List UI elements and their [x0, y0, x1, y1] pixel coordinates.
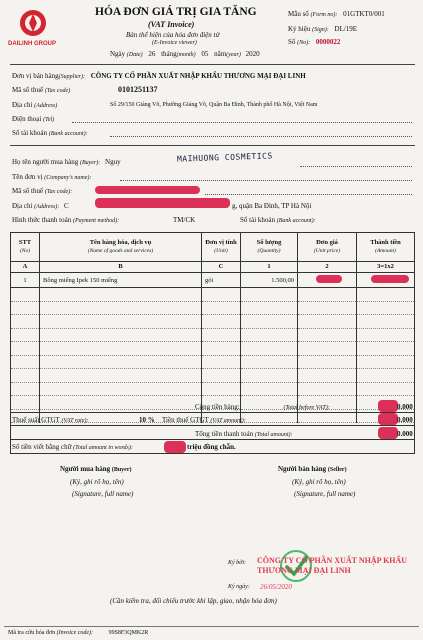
- seller-phone-row: Điện thoại (Tel): [12, 115, 55, 123]
- header-divider: [10, 64, 415, 65]
- buyer-unit-row: Tên đơn vị (Company's name):: [12, 173, 92, 181]
- invoice-title: HÓA ĐƠN GIÁ TRỊ GIA TĂNG: [95, 6, 257, 18]
- redacted-buyer-address: [95, 198, 230, 208]
- signed-date: 26/05/2020: [260, 583, 292, 591]
- seller-tax-value: 0101251137: [118, 85, 158, 94]
- redacted-words: [164, 441, 186, 453]
- subtotal-row: Cộng tiền hàng: (Total before VAT):: [195, 403, 330, 411]
- company-logo: [8, 8, 58, 50]
- vat-rate-value: 10 %: [139, 416, 155, 424]
- signed-by-company: CÔNG TY CỔ PHẦN XUẤT NHẬP KHẨU THƯƠNG MẠI ĐẠI LINH: [257, 556, 408, 575]
- vat-amount-row: Tiền thuế GTGT (VAT amount):: [162, 416, 246, 424]
- table-row: [11, 355, 415, 369]
- table-row: [11, 342, 415, 356]
- redacted-price: [316, 275, 342, 283]
- table-row: [11, 382, 415, 396]
- header-price: Đơn giá (Unit price): [298, 233, 357, 262]
- table-row: [11, 328, 415, 342]
- invoice-sign: Ký hiệu (Sign): DL/19E: [288, 25, 358, 33]
- lookup-row: Mã tra cứu hóa đơn (Invoice code): 99S8F3QMK2R: [8, 630, 149, 636]
- seller-name-row: Đơn vị bán hàng(Supplier): CÔNG TY CỔ PHẦN XUẤT NHẬP KHẨU THƯƠNG MẠI ĐẠI LINH: [12, 72, 306, 80]
- totals-divider-2: [10, 425, 415, 426]
- totals-left-border: [10, 398, 11, 453]
- vat-tail: 0.000: [397, 416, 413, 424]
- invoice-desc: Bản thể hiện của hóa đơn điện tử: [126, 31, 220, 39]
- items-table: [10, 232, 415, 423]
- seller-tax-row: Mã số thuế (Tax code): [12, 86, 71, 94]
- words-tail: triệu đồng chẵn.: [187, 443, 236, 451]
- buyer-payment-value: TM/CK: [173, 216, 196, 224]
- buyer-payment-row: Hình thức thanh toán (Payment method):: [12, 216, 120, 224]
- invoice-date: Ngày (Date) 26 tháng(month) 05 năm(year) 2020: [110, 50, 260, 58]
- table-row: 1 Bông miếng Ipek 150 miếng gói 1.500,00: [11, 273, 415, 288]
- signed-date-label: Ký ngày:: [228, 584, 250, 590]
- totals-right-border: [414, 398, 415, 453]
- totals-divider-3: [10, 439, 415, 440]
- seller-signature-title: Người bán hàng (Seller): [278, 465, 347, 473]
- redacted-amount-cell: [357, 273, 415, 288]
- seller-address-row: Địa chỉ (Address): [12, 101, 58, 109]
- seller-sign-note: (Ký, ghi rõ họ, tên): [292, 478, 346, 486]
- words-row: Số tiền viết bằng chữ (Total amount in words):: [12, 443, 133, 451]
- footer-divider: [4, 626, 419, 627]
- buyer-signature-title: Người mua hàng (Buyer): [60, 465, 132, 473]
- seller-phone-dots: [72, 122, 412, 123]
- redacted-subtotal: [378, 400, 398, 412]
- subtotal-tail: 0.000: [397, 403, 413, 411]
- buyer-sign-note: (Ký, ghi rõ họ, tên): [70, 478, 124, 486]
- header-no: STT (No): [11, 233, 40, 262]
- table-row: [11, 369, 415, 383]
- buyer-bank-row: Số tài khoản (Bank account):: [240, 216, 316, 224]
- buyer-tax-dots: [205, 194, 412, 195]
- totals-divider-4: [10, 453, 415, 454]
- buyer-sign-note-en: (Signature, full name): [72, 490, 134, 498]
- total-row: Tổng tiền thanh toán (Total amount):: [195, 430, 293, 438]
- buyer-handwriting: MAIHUONG COSMETICS: [176, 151, 273, 164]
- dailinh-logo-icon: [18, 8, 48, 38]
- logo-text: DAILINH GROUP: [8, 41, 56, 47]
- invoice-desc-en: (E-Invoice viewer): [152, 40, 197, 46]
- header-qty: Số lượng (Quantity): [241, 233, 298, 262]
- table-row: [11, 315, 415, 329]
- buyer-name-dots: [300, 166, 412, 167]
- seller-bank-row: Số tài khoản (Bank account):: [12, 129, 88, 137]
- redacted-amount: [371, 275, 409, 283]
- table-code-row: A B C 1 2 3=1x2: [11, 262, 415, 273]
- form-number: Mẫu số (Form no): 01GTKT0/001: [288, 10, 385, 18]
- totals-divider-1: [10, 412, 415, 413]
- invoice-subtitle: (VAT Invoice): [148, 20, 195, 29]
- buyer-address-tail: g, quận Ba Đình, TP Hà Nội: [232, 202, 312, 210]
- redacted-price-cell: [298, 273, 357, 288]
- invoice-number: Số (No): 0000022: [288, 38, 341, 46]
- redacted-buyer-tax: [95, 186, 200, 194]
- seller-bank-dots: [110, 136, 412, 137]
- footer-note: (Cần kiểm tra, đối chiếu trước khi lập, giao, nhận hóa đơn): [110, 597, 277, 605]
- buyer-address-row: Địa chỉ (Address): C: [12, 202, 69, 210]
- table-row: [11, 301, 415, 315]
- total-tail: 0.000: [397, 430, 413, 438]
- vat-rate-row: Thuế suất GTGT (VAT rate):: [12, 416, 89, 424]
- seller-address-value: Số 29/150 Giảng Võ, Phường Giảng Võ, Quận Ba Đình, Thành phố Hà Nội, Việt Nam: [110, 102, 318, 108]
- buyer-tax-row: Mã số thuế (Tax code):: [12, 187, 73, 195]
- seller-sign-note-en: (Signature, full name): [294, 490, 356, 498]
- buyer-name-row: Họ tên người mua hàng (Buyer): Nguy: [12, 158, 121, 166]
- table-row: [11, 288, 415, 302]
- header-name: Tên hàng hóa, dịch vụ (Name of goods and services): [40, 233, 202, 262]
- header-amount: Thành tiền (Amount): [357, 233, 415, 262]
- seller-divider: [10, 145, 415, 146]
- table-header-row: [11, 233, 415, 262]
- buyer-unit-dots: [120, 180, 412, 181]
- redacted-total: [378, 427, 398, 439]
- header-unit: Đơn vị tính (Unit): [202, 233, 241, 262]
- signed-by-label: Ký bởi:: [228, 560, 247, 566]
- redacted-vat: [378, 413, 398, 425]
